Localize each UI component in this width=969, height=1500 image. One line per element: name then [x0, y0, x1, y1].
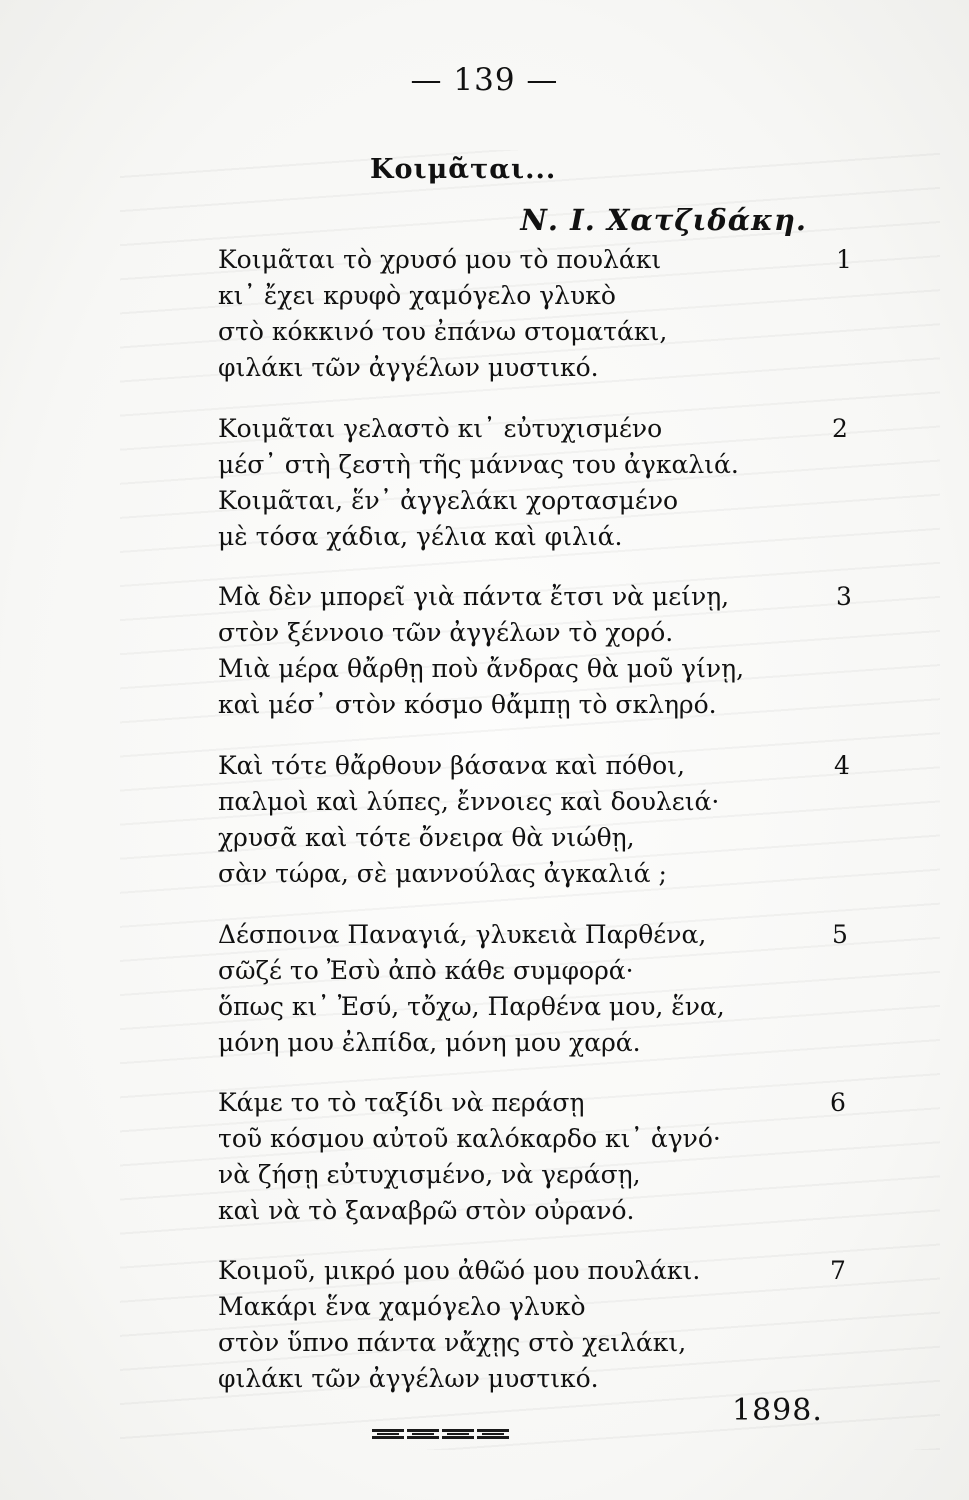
verse-line: Δέσποινα Παναγιά, γλυκειὰ Παρθένα,	[218, 920, 707, 949]
verse-line: μὲ τόσα χάδια, γέλια καὶ φιλιά.	[218, 522, 623, 551]
stanza-number: 4	[834, 751, 850, 780]
ornament-glyph	[407, 1429, 439, 1439]
verse-line: χρυσᾶ καὶ τότε ὄνειρα θὰ νιώθῃ,	[218, 823, 635, 852]
verse-line: Καὶ τότε θἄρθουν βάσανα καὶ πόθοι,	[218, 751, 685, 780]
ornament-glyph	[442, 1429, 474, 1439]
stanza-6	[218, 1085, 858, 1229]
verse-line: φιλάκι τῶν ἀγγέλων μυστικό.	[218, 353, 599, 382]
verse-line: σῶζέ το Ἐσὺ ἀπὸ κάθε συμφορά·	[218, 956, 634, 985]
ornament-glyph	[477, 1429, 509, 1439]
verse-line: Κοιμᾶται τὸ χρυσό μου τὸ πουλάκι	[218, 245, 662, 274]
verse-line: στὸν ὕπνο πάντα νἄχῃς στὸ χειλάκι,	[218, 1328, 687, 1357]
stanza-number: 1	[836, 245, 852, 274]
verse-line: Μὰ δὲν μπορεῖ γιὰ πάντα ἔτσι νὰ μείνῃ,	[218, 582, 730, 611]
stanza-number: 7	[830, 1256, 846, 1285]
stanza-number: 6	[830, 1088, 846, 1117]
stanza-number: 3	[836, 582, 852, 611]
stanza-3	[218, 579, 858, 723]
verse-line: Κοιμᾶται γελαστὸ κι᾽ εὐτυχισμένο	[218, 414, 663, 443]
verse-line: ὅπως κι᾽ Ἐσύ, τὄχω, Παρθένα μου, ἕνα,	[218, 992, 725, 1021]
verse-line: Κοιμοῦ, μικρό μου ἀθῶό μου πουλάκι.	[218, 1256, 701, 1285]
verse-line: μέσ᾽ στὴ ζεστὴ τῆς μάννας του ἀγκαλιά.	[218, 450, 739, 479]
verse-line: Κοιμᾶται, ἕν᾽ ἀγγελάκι χορτασμένο	[218, 486, 679, 515]
verse-line: παλμοὶ καὶ λύπες, ἔννοιες καὶ δουλειά·	[218, 787, 720, 816]
verse-line: μόνη μου ἐλπίδα, μόνη μου χαρά.	[218, 1028, 641, 1057]
verse-line: κι᾽ ἔχει κρυφὸ χαμόγελο γλυκὸ	[218, 281, 616, 310]
verse-line: στὸν ξέννοιο τῶν ἀγγέλων τὸ χορό.	[218, 618, 674, 647]
verse-line: στὸ κόκκινό του ἐπάνω στοματάκι,	[218, 317, 668, 346]
page-number: — 139 —	[410, 62, 559, 98]
stanza-number: 2	[832, 414, 848, 443]
stanza-7	[218, 1253, 858, 1397]
verse-line: σὰν τώρα, σὲ μαννούλας ἀγκαλιά ;	[218, 859, 667, 888]
poem-author: Ν. Ι. Χατζιδάκη.	[520, 203, 807, 237]
stanza-5	[218, 917, 858, 1061]
stanza-number: 5	[832, 920, 848, 949]
stanza-2	[218, 411, 858, 555]
verse-line: νὰ ζήσῃ εὐτυχισμένο, νὰ γεράσῃ,	[218, 1160, 641, 1189]
verse-line: τοῦ κόσμου αὐτοῦ καλόκαρδο κι᾽ ἁγνό·	[218, 1124, 721, 1153]
poem-title: Κοιμᾶται...	[370, 154, 557, 185]
stanza-1	[218, 242, 858, 386]
verse-line: Μακάρι ἕνα χαμόγελο γλυκὸ	[218, 1292, 586, 1321]
poem-date: 1898.	[732, 1393, 823, 1428]
verse-line: καὶ μέσ᾽ στὸν κόσμο θἄμπῃ τὸ σκληρό.	[218, 690, 717, 719]
verse-line: Κάμε το τὸ ταξίδι νὰ περάσῃ	[218, 1088, 585, 1117]
stanza-4	[218, 748, 858, 892]
verse-line: καὶ νὰ τὸ ξαναβρῶ στὸν οὐρανό.	[218, 1196, 635, 1225]
ornament-glyph	[372, 1429, 404, 1439]
verse-line: Μιὰ μέρα θἄρθῃ ποὺ ἄνδρας θὰ μοῦ γίνῃ,	[218, 654, 745, 683]
verse-line: φιλάκι τῶν ἀγγέλων μυστικό.	[218, 1364, 599, 1393]
ornamental-divider	[372, 1429, 509, 1439]
